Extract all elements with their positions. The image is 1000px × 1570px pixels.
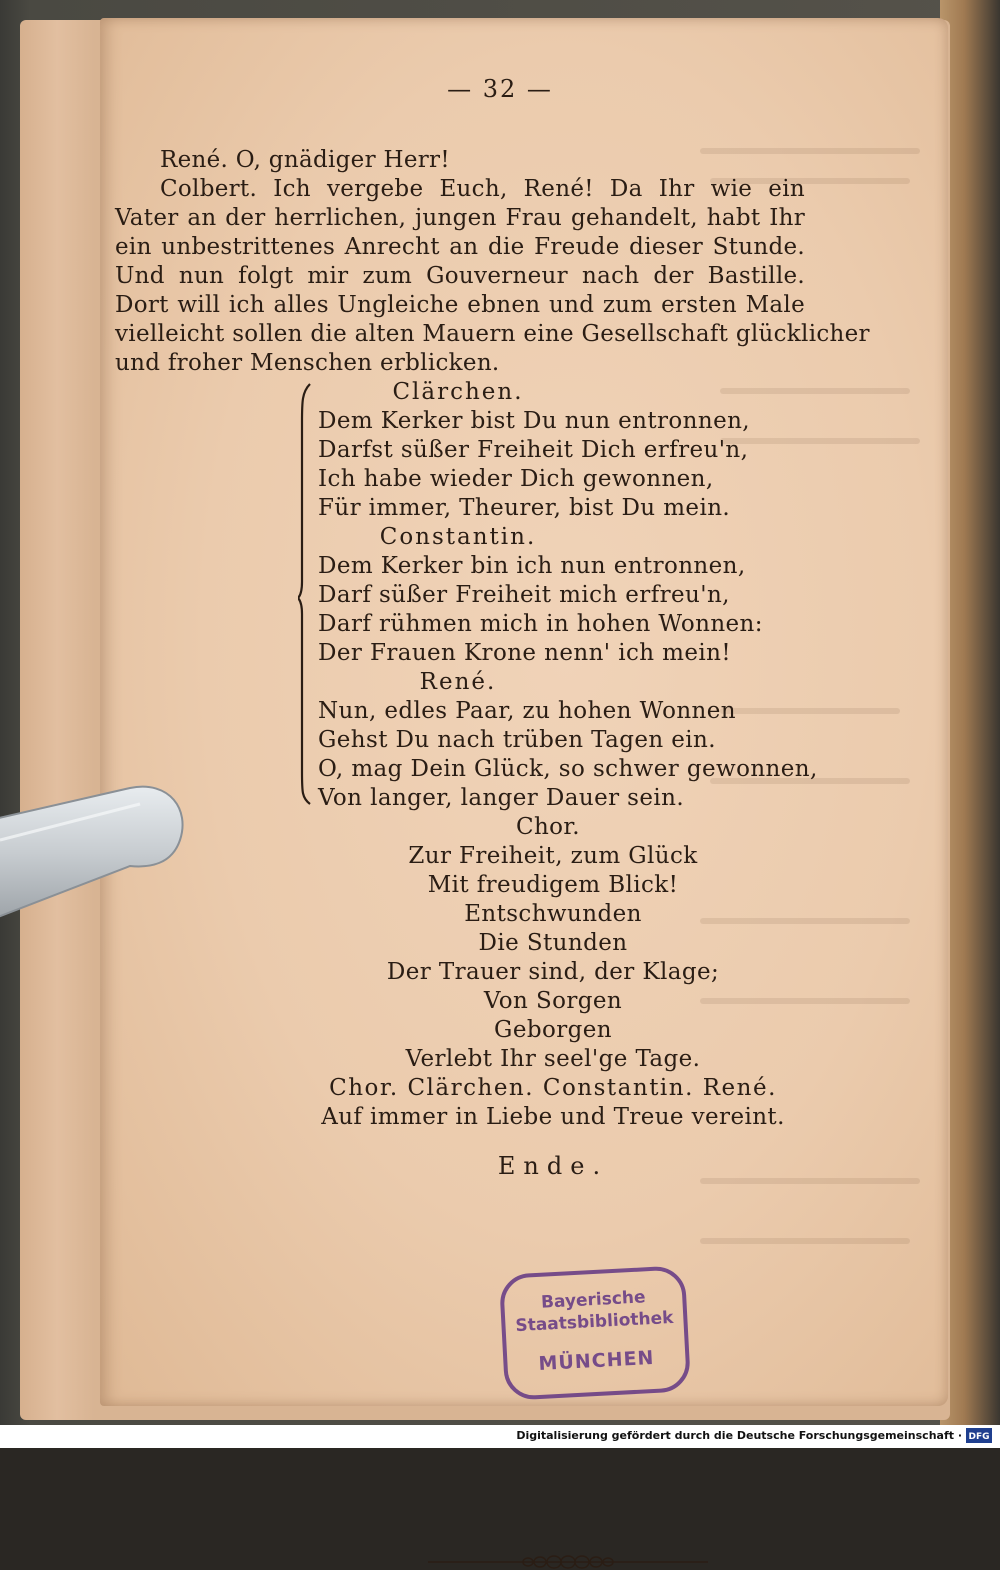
chorus-line: Entschwunden [464,901,642,927]
dfg-logo-text: DFG [968,1432,990,1442]
verse-block [218,378,818,813]
prose-line: Dort will ich alles Ungleiche ebnen und zum ersten Male [115,292,805,318]
verse-line: Darf süßer Freiheit mich erfreu'n, [318,582,730,608]
verse-line: Gehst Du nach trüben Tagen ein. [318,727,716,753]
stamp-line: MÜNCHEN [537,1346,655,1375]
prose-line: René. O, gnädiger Herr! [160,147,450,173]
prose-line: Colbert. Ich vergebe Euch, René! Da Ihr wie ein [160,176,805,202]
verse-line: Für immer, Theurer, bist Du mein. [318,495,731,521]
footer-credit: Digitalisierung gefördert durch die Deutsche Forschungsgemeinschaft · [516,1429,962,1442]
verse-line: Ich habe wieder Dich gewonnen, [318,466,714,492]
page-number: — 32 — [447,75,553,103]
chorus-line: Zur Freiheit, zum Glück [408,843,698,869]
verse-line: Dem Kerker bist Du nun entronnen, [318,408,751,434]
page-clip [0,780,190,930]
all-speakers-line: Chor. Clärchen. Constantin. René. [329,1075,777,1101]
chorus-line: Von Sorgen [483,988,623,1014]
chorus-line: Die Stunden [478,930,628,956]
prose-line: Vater an der herrlichen, jungen Frau gehandelt, habt Ihr [115,205,805,231]
verse-line: Der Frauen Krone nenn' ich mein! [318,640,732,666]
chorus-line: Der Trauer sind, der Klage; [386,959,720,985]
finis: Ende. [497,1152,609,1180]
speaker-claerchen: Clärchen. [392,379,524,405]
verse-line: Darfst süßer Freiheit Dich erfreu'n, [318,437,749,463]
library-stamp [499,1265,691,1401]
stamp-line: Bayerische [540,1287,647,1313]
speaker-constantin: Constantin. [379,524,537,550]
dfg-logo-icon [966,1428,992,1443]
final-line: Auf immer in Liebe und Treue vereint. [321,1104,785,1130]
chorus-line: Verlebt Ihr seel'ge Tage. [405,1046,701,1072]
verse-line: Darf rühmen mich in hohen Wonnen: [318,611,763,637]
prose-line: vielleicht sollen die alten Mauern eine Gesellschaft glücklicher [115,321,870,347]
stamp-line: Staatsbibliothek [514,1307,674,1337]
verse-line: Dem Kerker bin ich nun entronnen, [318,553,746,579]
verse-line: Von langer, langer Dauer sein. [318,785,685,811]
ornamental-rule [428,1554,708,1570]
speaker-chor: Chor. [515,814,581,840]
verse-line: Nun, edles Paar, zu hohen Wonnen [318,698,736,724]
chorus-line: Geborgen [494,1017,612,1043]
prose-line: ein unbestrittenes Anrecht an die Freude dieser Stunde. [115,234,805,260]
verse-line: O, mag Dein Glück, so schwer gewonnen, [318,756,818,782]
prose-line: Und nun folgt mir zum Gouverneur nach der Bastille. [115,263,805,289]
prose-line: und froher Menschen erblicken. [115,350,500,376]
prose-block [115,146,870,378]
speaker-rene: René. [419,669,497,695]
chorus-line: Mit freudigem Blick! [427,872,679,898]
